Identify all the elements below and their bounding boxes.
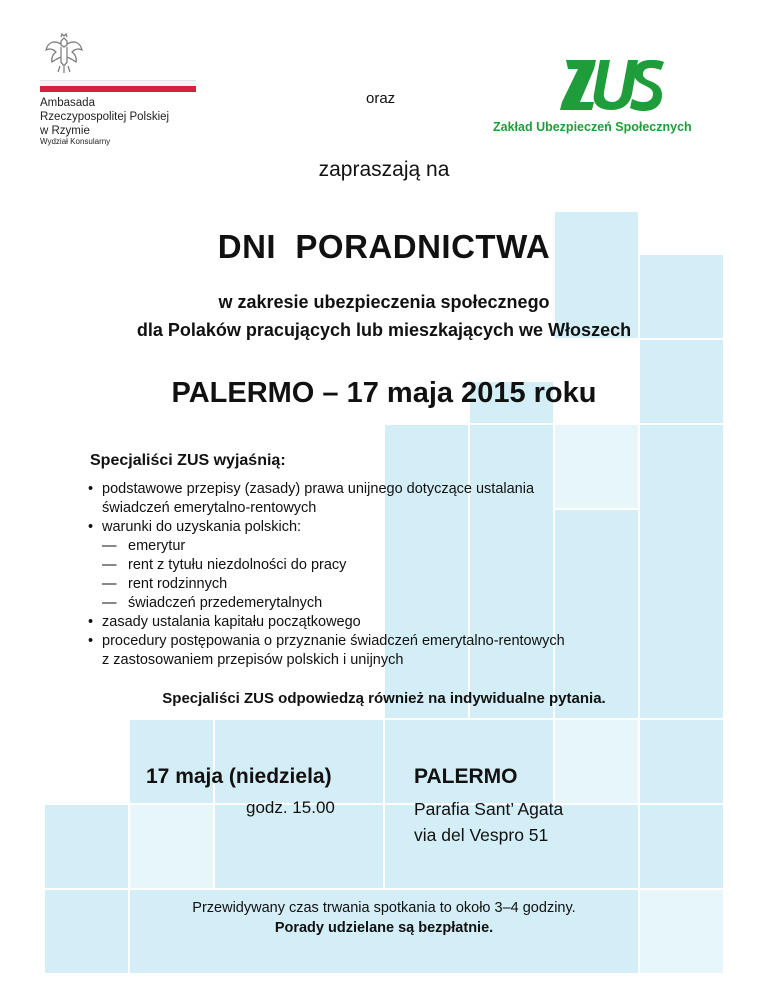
embassy-line: Ambasada [40, 97, 95, 109]
embassy-department: Wydział Konsularny [40, 137, 111, 146]
dash: — [102, 538, 117, 554]
event-date: 17 maja (niedziela) [146, 765, 332, 788]
sub-list-item [88, 556, 688, 575]
tile [215, 720, 383, 803]
tile [130, 720, 213, 803]
main-title: DNI PORADNICTWA [217, 228, 551, 265]
list-item-text: • podstawowe przepisy (zasady) prawa unijnego dotyczące ustalania [102, 481, 535, 497]
embassy-line: Rzeczypospolitej Polskiej [40, 111, 170, 123]
dash: — [102, 557, 117, 573]
specialists-heading: Specjaliści ZUS wyjaśnią: [90, 452, 286, 469]
tile [385, 720, 553, 803]
list-item [88, 613, 688, 632]
invite-text: zapraszają na [318, 158, 450, 181]
list-item-text: • warunki do uzyskania polskich: [102, 519, 302, 535]
sub-list-item-text: świadczeń przedemerytalnych [128, 595, 323, 611]
conjunction-text: oraz [366, 90, 396, 107]
sub-list-item-text: rent rodzinnych [128, 576, 228, 592]
sub-list-item [88, 537, 688, 556]
scope-text [0, 288, 768, 344]
list-item [88, 518, 688, 537]
tile [45, 805, 128, 888]
tile [555, 720, 638, 803]
eagle-emblem-icon [44, 32, 84, 74]
flag-red-stripe [40, 86, 196, 92]
individual-questions-note: Specjaliści ZUS odpowiedzą również na indywidualne pytania. [162, 690, 606, 707]
list-item-text: z zastosowaniem przepisów polskich i unijnych [102, 652, 404, 668]
tile [640, 805, 723, 888]
duration-note: Przewidywany czas trwania spotkania to około 3–4 godziny. [192, 900, 576, 916]
list-item-text: • zasady ustalania kapitału początkowego [102, 614, 361, 630]
embassy-line: w Rzymie [40, 125, 90, 137]
sub-list-item-text: emerytur [128, 538, 186, 554]
list-item-text: świadczeń emerytalno-rentowych [102, 500, 317, 516]
sub-list-item-text: rent z tytułu niezdolności do pracy [128, 557, 347, 573]
sub-list-item [88, 594, 688, 613]
zus-logo [560, 58, 664, 112]
free-advice-note: Porady udzielane są bezpłatnie. [274, 920, 494, 936]
sub-list-item [88, 575, 688, 594]
dash: — [102, 595, 117, 611]
scope-line: w zakresie ubezpieczenia społecznego [218, 292, 550, 312]
topics-list [88, 480, 688, 670]
event-place-line: Parafia Sant’ Agata [414, 799, 564, 819]
tile [130, 805, 213, 888]
event-place-line: via del Vespro 51 [414, 825, 549, 845]
city-date-heading: PALERMO – 17 maja 2015 roku [171, 377, 597, 409]
dash: — [102, 576, 117, 592]
zus-full-name: Zakład Ubezpieczeń Społecznych [493, 120, 692, 134]
tile [640, 720, 723, 803]
scope-line: dla Polaków pracujących lub mieszkających we Włoszech [136, 320, 632, 340]
list-item [88, 632, 688, 670]
event-city: PALERMO [414, 765, 518, 788]
event-place [414, 796, 563, 848]
list-item [88, 480, 688, 518]
event-time: godz. 15.00 [246, 798, 335, 817]
embassy-name [40, 96, 169, 138]
list-item-text: • procedury postępowania o przyznanie świadczeń emerytalno-rentowych [102, 633, 565, 649]
